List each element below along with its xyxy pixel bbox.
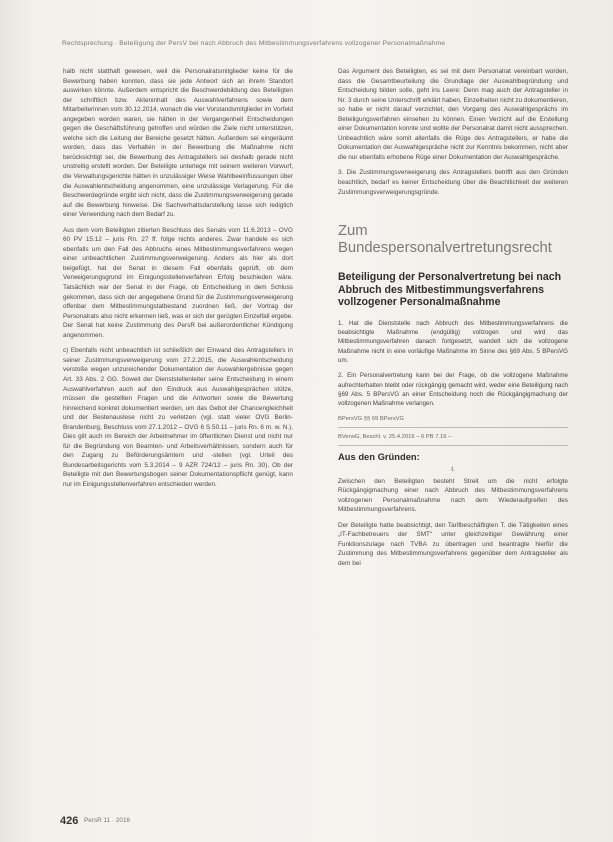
left-column	[63, 67, 293, 496]
running-head: Rechtsprechung · Beteiligung der PersV bei nach Abbruch des Mitbestimmungsverfahrens vollzogener Personalmaßnahme	[62, 40, 446, 47]
decision-title: Beteiligung der Personalvertretung bei nach Abbruch des Mitbestimmungsverfahrens vollzogener Personalmaßnahme	[338, 271, 562, 309]
divider	[338, 445, 568, 446]
body-paragraph: Der Beteiligte hatte beabsichtigt, den Tarifbeschäftigten T. die Tätigkeiten eines „IT-Fachbetreuers der SMT“ unter gleichzeitiger Gewährung einer Funktionszulage nach TVBA zu übertragen und beantragte hierfür die Zustimmung des Mitbestimmungsverfahrens gegenüber dem Antragsteller als dem bei	[338, 521, 568, 568]
roman-numeral: I.	[451, 466, 455, 474]
right-column	[338, 67, 568, 575]
grounds-heading: Aus den Gründen:	[338, 450, 420, 462]
issue-label: PersR 11 · 2016	[84, 817, 131, 824]
page-number: 426	[60, 815, 79, 827]
body-paragraph: c) Ebenfalls nicht unbeachtlich ist schließlich der Einwand des Antragstellers in seiner Zustimmungsverweigerung vom 27.2.2015, die Auswahlentscheidung verstoße wegen unzureichender Dokumentation der Auswahlergebnisse gegen Art. 33 Abs. 2 GG. Soweit der Dienststellenleiter seine Entscheidung in einem Auswahlverfahren auch auf den Eindruck aus Auswahlgesprächen stütze, müssen die gestellten Fragen und die Antworten sowie die Bewertung hinreichend konkret dokumentiert werden, um das Gebot der Chancengleichheit und der Bestenauslese nicht zu verletzen (vgl. statt vieler OVG Berlin-Brandenburg, Beschluss vom 27.1.2012 – OVG 6 S 50.11 – juris Rn. 6 m. w. N.). Dies gilt auch im Bereich der Arbeitnehmer im öffentlichen Dienst und nicht nur für die Begründung von Beamten- und Arbeitsverhältnissen, sondern auch für den Zugang zu Beförderungsämtern und -stellen (vgl. Urteil des Bundesarbeitsgerichts vom 5.3.2014 – 9 AZR 724/12 – juris Rn. 30). Ob der Beteiligte mit den Bewertungsbogen seiner Dokumentationspflicht genügt, kann nur im Einigungsstellenverfahren entschieden werden.	[63, 347, 293, 488]
statute-reference: BPersVG §§ 69 BPersVG	[338, 415, 405, 422]
court-reference: BVerwG, Beschl. v. 25.4.2016 – 6 PB 7.16 –	[338, 433, 452, 440]
body-paragraph: halb nicht statthaft gewesen, weil die Personalratsmitglieder keine für die Bewerbung haben konnten, dass sie jede Antwort sich an ihrem Standort auswirken könnte. Außerdem entspricht die Beschwerdebildung des Beteiligten der schriftlich bzw. Akteninhalt des Auswahlverfahrens sowie dem Mitarbeiterinnen vom 30.12.2014, wonach die vier Vorstandsmitglieder im Vorfeld angegeben worden waren, sie hätten in der Vergangenheit Entscheidungen gegen die Geschäftsführung getroffen und würden die Ziele nicht unterstützen, welche sich die Leitung der Bereiche gesetzt hätten. Außerdem sei eingeräumt worden, dass das Verhalten in der Bewerbung die Maßnahme nicht berücksichtigt sei, die Bewerbung des Antragstellers sei deshalb gerade nicht unstreitig erstellt worden. Der Beteiligte unterlege mit seinem weiteren Vorwurf, die Verwaltungsgerichte hätten in unzulässiger Weise Wahlbeeinflussungen über die Auswahlentscheidung angenommen, eine unzulässige Verlagerung. Für die Beschwerdegründe ergibt sich nicht, dass die Zustimmungsverweigerung gerade auf die Bewerbung hinweise. Die Sachverhaltsdarstellung lasse sich lediglich einer Verwendung nach dem Bedarf zu.	[63, 68, 293, 219]
body-paragraph: 3. Die Zustimmungsverweigerung des Antragstellers betrifft aus den Gründen beachtlich, bedarf es keiner Entscheidung über die Beachtlichkeit der weiteren Zustimmungsverweigerungsgründe.	[338, 169, 568, 196]
body-paragraph: Das Argument des Beteiligten, es sei mit dem Personalrat vereinbart worden, dass die Gesamtbeurteilung die Grundlage der Auswahlbegründung und Entscheidung bilden solle, geht ins Leere: Denn mag auch der Antragsteller in Nr. 3 durch seine Unterschrift erklärt haben, Einzelheiten nicht zu dokumentieren, so habe er nicht darauf verzichtet, den Vorgang des Auswahlgesprächs im Beteiligungsverfahren einsehen zu können. Einen Verzicht auf die Erstellung einer Dokumentation konnte und wollte der Personalrat damit nicht aussprechen. Unbeachtlich wäre somit allenfalls die Rüge des Antragstellers, er habe die Dokumentation der Auswahlgespräche nicht zur Kenntnis bekommen, nicht aber die nur ebenfalls erhobene Rüge einer Dokumentation der Auswahlgespräche.	[338, 68, 568, 161]
headnote: 2. Ein Personalvertretung kann bei der Frage, ob die vollzogene Maßnahme aufrechterhalten bleibt oder rückgängig gemacht wird, weder eine Beteiligung nach §69 Abs. 5 BPersVG an einer Entscheidung noch die Rückgängigmachung der vollzogenen Maßnahme verlangen.	[338, 372, 568, 408]
body-paragraph: Zwischen den Beteiligten besteht Streit um die nicht erfolgte Rückgängigmachung einer nach Abbruch des Mitbestimmungsverfahrens vollzogenen Personalmaßnahme nach dem Wiederaufgreifen des Mitbestimmungsverfahrens.	[338, 477, 568, 514]
body-paragraph: Aus dem vom Beteiligten zitierten Beschluss des Senats vom 11.6.2013 – OVG 60 PV 15.12 – juris Rn. 27 ff. folge nichts anderes. Zwar handele es sich ebenfalls um den Fall des Abbruchs eines Mitbestimmungsverfahrens wegen einer unbeachtlichen Zustimmungsverweigerung. Anders als hier als dort beigefügt, hat der Senat in diesem Fall ebenfalls geprüft, ob dem Verweigerungsgrund im Einigungsstellenverfahren Erfolg beschieden wäre. Tatsächlich war der Senat in der Frage, ob Entscheidung in dem Schluss gekommen, dass sich der angegebene Grund für die Zustimmungsverweigerung offenbar dem Mitbestimmungstatbestand zuordnen ließ, der Vortrag der Personalrats also nicht erkennen ließ, was er sich der gerügten Einzelfall ergebe. Der Senat hat keine Zustimmung des PersR bei außerordentlicher Kündigung angenommen.	[63, 226, 293, 339]
headnote: 1. Hat die Dienststelle nach Abbruch des Mitbestimmungsverfahrens die beabsichtigte Maßnahme (endgültig) vollzogen und wird das Mitbestimmungsverfahren danach fortgesetzt, wandelt sich die vollzogene Maßnahme nicht in eine vorläufige Maßnahme im Sinne des §69 Abs. 5 BPersVG um.	[338, 319, 568, 365]
divider	[338, 427, 568, 428]
section-title: Zum Bundespersonalvertretungsrecht	[338, 223, 552, 257]
